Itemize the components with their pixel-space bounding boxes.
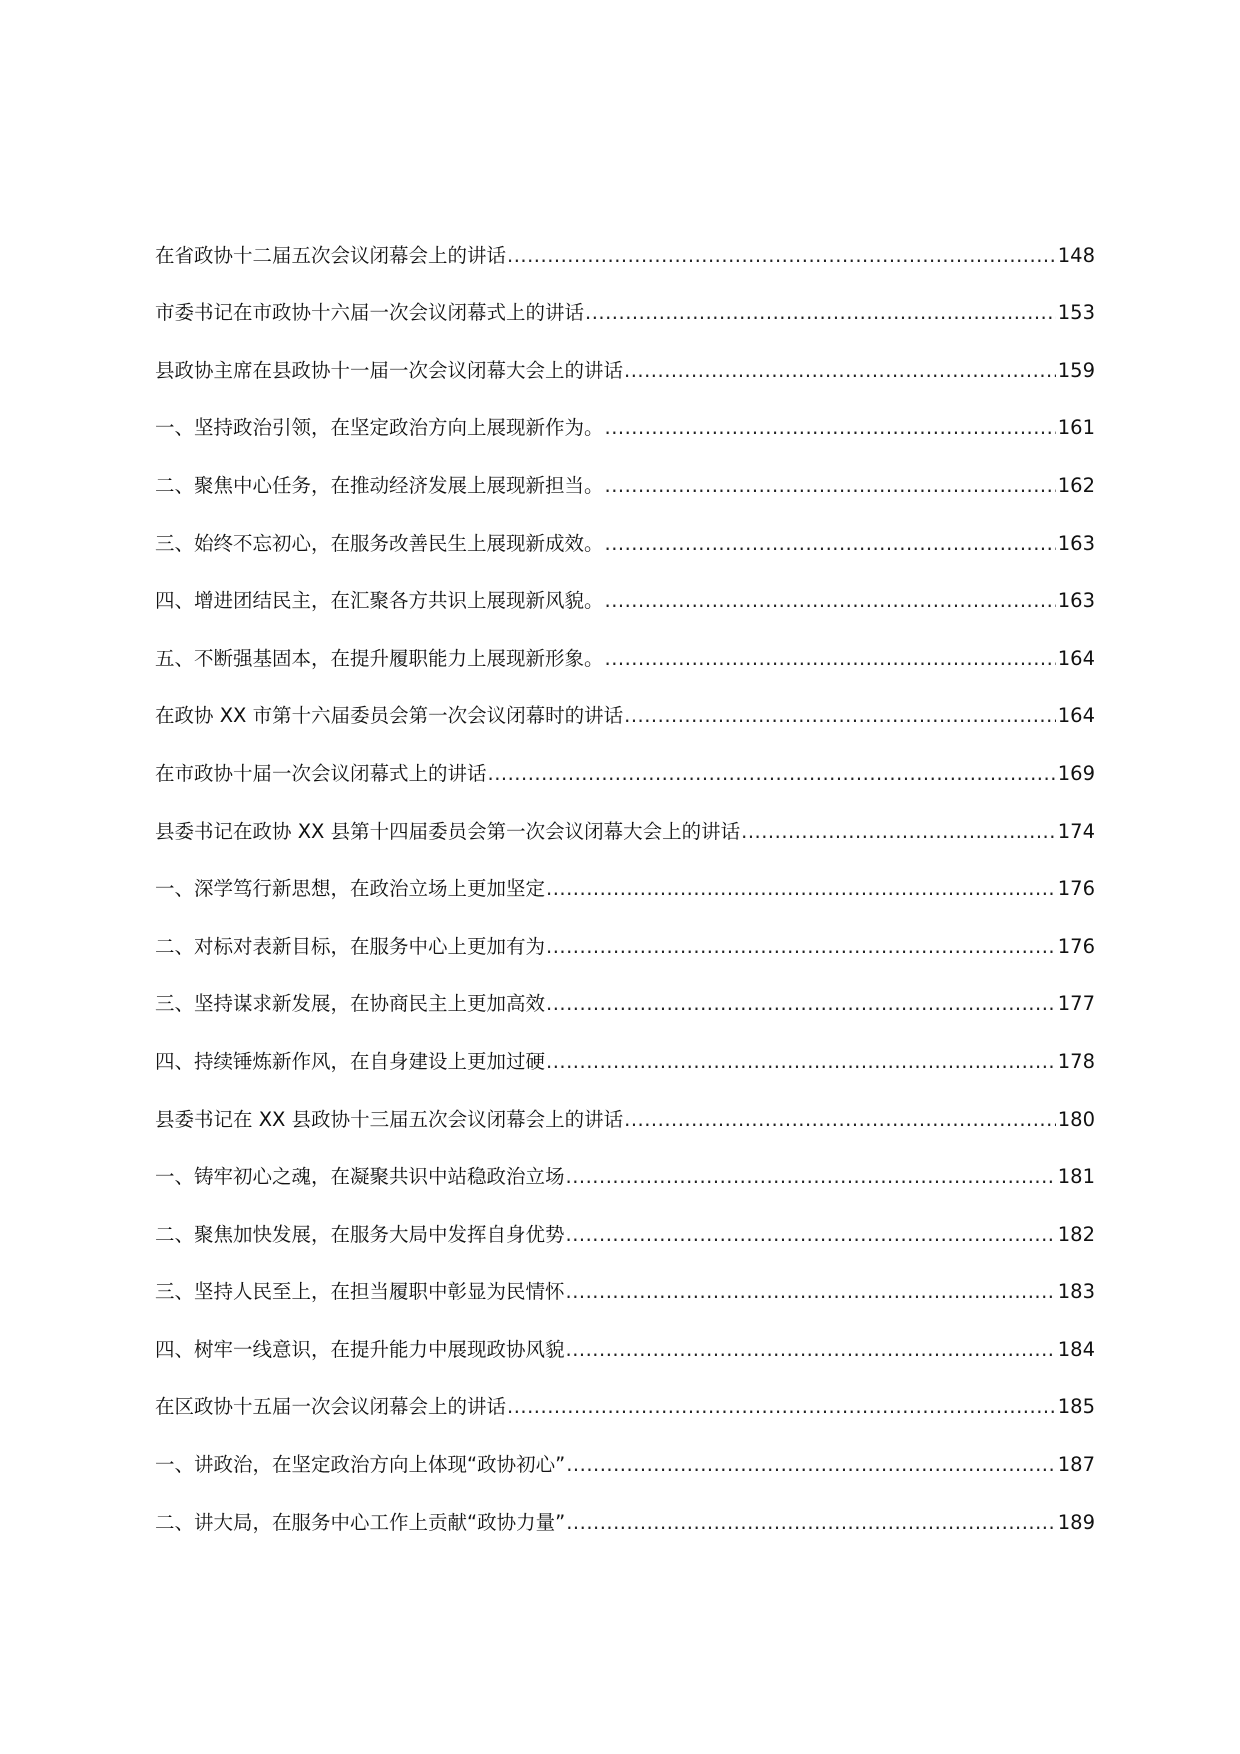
toc-entry-page-number: 187 xyxy=(1057,1453,1095,1477)
toc-entry-title: 二、对标对表新目标，在服务中心上更加有为 xyxy=(155,934,546,958)
toc-entry-page-number: 182 xyxy=(1057,1222,1095,1246)
toc-entry-title: 县委书记在 XX 县政协十三届五次会议闭幕会上的讲话 xyxy=(155,1107,624,1131)
toc-entry-page-number: 184 xyxy=(1057,1337,1095,1361)
toc-entry-title: 县政协主席在县政协十一届一次会议闭幕大会上的讲话 xyxy=(155,358,624,382)
dot-leader xyxy=(546,935,1056,959)
toc-entry[interactable] xyxy=(155,671,1095,729)
toc-entry-title: 二、聚焦加快发展，在服务大局中发挥自身优势 xyxy=(155,1222,565,1246)
dot-leader xyxy=(624,1108,1056,1132)
toc-entry[interactable] xyxy=(155,498,1095,556)
toc-entry-page-number: 159 xyxy=(1057,358,1095,382)
toc-entry[interactable] xyxy=(155,1477,1095,1535)
toc-entry-page-number: 176 xyxy=(1057,934,1095,958)
dot-leader xyxy=(566,1453,1056,1477)
toc-entry-page-number: 164 xyxy=(1057,704,1095,728)
toc-entry-page-number: 185 xyxy=(1057,1395,1095,1419)
dot-leader xyxy=(546,1050,1056,1074)
toc-entry-title: 五、不断强基固本，在提升履职能力上展现新形象。 xyxy=(155,646,604,670)
dot-leader xyxy=(585,301,1056,325)
toc-entry-page-number: 177 xyxy=(1057,992,1095,1016)
toc-entry[interactable] xyxy=(155,440,1095,498)
dot-leader xyxy=(566,1165,1056,1189)
dot-leader xyxy=(566,1511,1056,1535)
toc-entry-title: 在区政协十五届一次会议闭幕会上的讲话 xyxy=(155,1395,507,1419)
dot-leader xyxy=(566,1280,1056,1304)
toc-entry-title: 一、铸牢初心之魂，在凝聚共识中站稳政治立场 xyxy=(155,1165,565,1189)
dot-leader xyxy=(605,532,1056,556)
toc-entry-title: 三、坚持谋求新发展，在协商民主上更加高效 xyxy=(155,992,546,1016)
toc-entry[interactable] xyxy=(155,728,1095,786)
dot-leader xyxy=(605,474,1056,498)
toc-entry-page-number: 163 xyxy=(1057,531,1095,555)
dot-leader xyxy=(566,1338,1056,1362)
toc-entry-page-number: 161 xyxy=(1057,416,1095,440)
toc-entry-title: 在市政协十届一次会议闭幕式上的讲话 xyxy=(155,761,487,785)
toc-entry[interactable] xyxy=(155,1362,1095,1420)
toc-entry-page-number: 162 xyxy=(1057,473,1095,497)
toc-entry-page-number: 178 xyxy=(1057,1049,1095,1073)
dot-leader xyxy=(605,416,1056,440)
toc-entry-page-number: 174 xyxy=(1057,819,1095,843)
dot-leader xyxy=(741,820,1056,844)
toc-entry[interactable] xyxy=(155,613,1095,671)
toc-entry[interactable] xyxy=(155,901,1095,959)
toc-entry[interactable] xyxy=(155,556,1095,614)
toc-entry-title: 四、持续锤炼新作风，在自身建设上更加过硬 xyxy=(155,1049,546,1073)
toc-entry-page-number: 181 xyxy=(1057,1165,1095,1189)
dot-leader xyxy=(605,647,1056,671)
toc-entry-page-number: 189 xyxy=(1057,1510,1095,1534)
toc-entry-title: 一、讲政治，在坚定政治方向上体现“政协初心” xyxy=(155,1453,566,1477)
toc-entry-page-number: 176 xyxy=(1057,877,1095,901)
toc-entry[interactable] xyxy=(155,383,1095,441)
dot-leader xyxy=(507,1395,1056,1419)
toc-entry-page-number: 153 xyxy=(1057,301,1095,325)
toc-entry-title: 三、坚持人民至上，在担当履职中彰显为民情怀 xyxy=(155,1280,565,1304)
toc-entry-title: 三、始终不忘初心，在服务改善民生上展现新成效。 xyxy=(155,531,604,555)
dot-leader xyxy=(546,877,1056,901)
toc-entry[interactable] xyxy=(155,210,1095,268)
toc-entry[interactable] xyxy=(155,959,1095,1017)
toc-entry-title: 四、增进团结民主，在汇聚各方共识上展现新风貌。 xyxy=(155,589,604,613)
toc-entry-title: 市委书记在市政协十六届一次会议闭幕式上的讲话 xyxy=(155,301,585,325)
toc-entry-title: 在政协 XX 市第十六届委员会第一次会议闭幕时的讲话 xyxy=(155,704,624,728)
toc-entry[interactable] xyxy=(155,1074,1095,1132)
toc-entry-title: 一、深学笃行新思想，在政治立场上更加坚定 xyxy=(155,877,546,901)
toc-entry-title: 在省政协十二届五次会议闭幕会上的讲话 xyxy=(155,243,507,267)
toc-entry-page-number: 169 xyxy=(1057,761,1095,785)
toc-entry-page-number: 148 xyxy=(1057,243,1095,267)
toc-entry[interactable] xyxy=(155,1016,1095,1074)
toc-entry[interactable] xyxy=(155,844,1095,902)
toc-entry-title: 县委书记在政协 XX 县第十四届委员会第一次会议闭幕大会上的讲话 xyxy=(155,819,741,843)
toc-entry[interactable] xyxy=(155,268,1095,326)
toc-entry-page-number: 163 xyxy=(1057,589,1095,613)
toc-entry-page-number: 183 xyxy=(1057,1280,1095,1304)
toc-entry-page-number: 180 xyxy=(1057,1107,1095,1131)
toc-entry-title: 四、树牢一线意识，在提升能力中展现政协风貌 xyxy=(155,1337,565,1361)
toc-entry-title: 一、坚持政治引领，在坚定政治方向上展现新作为。 xyxy=(155,416,604,440)
toc-entry-title: 二、聚焦中心任务，在推动经济发展上展现新担当。 xyxy=(155,473,604,497)
toc-entry[interactable] xyxy=(155,325,1095,383)
toc-entry[interactable] xyxy=(155,1189,1095,1247)
toc-entry[interactable] xyxy=(155,1132,1095,1190)
toc-entry-title: 二、讲大局，在服务中心工作上贡献“政协力量” xyxy=(155,1510,566,1534)
dot-leader xyxy=(566,1223,1056,1247)
toc-entry[interactable] xyxy=(155,1304,1095,1362)
dot-leader xyxy=(624,704,1056,728)
toc-entry[interactable] xyxy=(155,1419,1095,1477)
dot-leader xyxy=(507,244,1056,268)
dot-leader xyxy=(605,589,1056,613)
dot-leader xyxy=(488,762,1056,786)
dot-leader xyxy=(624,359,1056,383)
table-of-contents xyxy=(155,210,1095,1535)
toc-entry-page-number: 164 xyxy=(1057,646,1095,670)
toc-entry[interactable] xyxy=(155,1247,1095,1305)
toc-entry[interactable] xyxy=(155,786,1095,844)
dot-leader xyxy=(546,992,1056,1016)
